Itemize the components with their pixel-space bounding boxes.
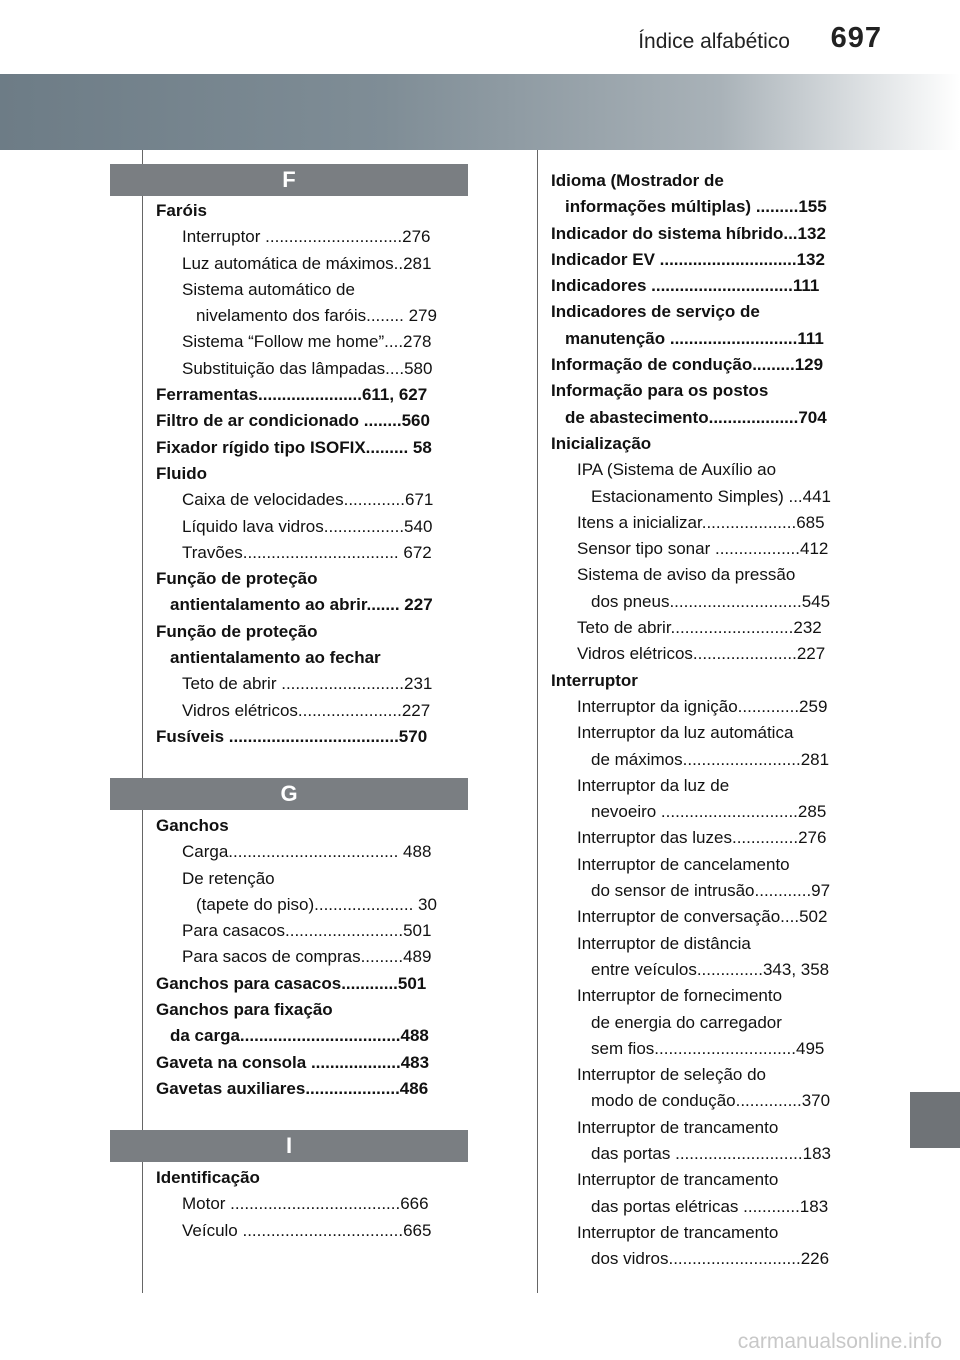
index-entry: Informação de condução.........129 (551, 355, 824, 375)
index-subentry: Interruptor .............................276 (182, 227, 431, 247)
index-subentry: Para sacos de compras.........489 (182, 947, 432, 967)
index-entry: Ganchos para casacos............501 (156, 973, 427, 993)
index-subentry: Interruptor de trancamento (577, 1222, 779, 1242)
index-entry: antientalamento ao fechar (170, 648, 381, 668)
index-subentry: (tapete do piso)..................... 30 (196, 894, 437, 914)
index-entry: Indicadores de serviço de (551, 302, 760, 322)
index-entry: Fluido (156, 463, 207, 483)
index-subentry: Sensor tipo sonar ..................412 (577, 539, 829, 559)
header-band (0, 74, 960, 150)
index-entry: Faróis (156, 201, 208, 220)
right-column-rule (537, 150, 538, 1293)
index-entry: da carga..................................488 (170, 1026, 429, 1046)
index-subentry: nivelamento dos faróis........ 279 (196, 306, 437, 326)
index-entry: informações múltiplas) .........155 (565, 197, 827, 217)
index-subentry: Interruptor da luz automática (577, 723, 794, 743)
page-number: 697 (830, 22, 882, 54)
index-subentry: das portas elétricas ............183 (591, 1196, 829, 1216)
section-header-f: F (110, 164, 468, 196)
page-header-title: Índice alfabético (638, 30, 790, 53)
index-subentry: Interruptor da luz de (577, 775, 730, 795)
index-subentry: entre veículos..............343, 358 (591, 959, 830, 979)
index-subentry: De retenção (182, 868, 275, 888)
watermark: carmanualsonline.info (737, 1330, 942, 1353)
index-subentry: Veículo ..................................665 (182, 1220, 432, 1240)
index-entry: Indicador do sistema híbrido...132 (551, 223, 826, 243)
index-subentry: Carga.................................... 488 (182, 842, 432, 862)
index-subentry: Sistema de aviso da pressão (577, 565, 796, 585)
index-entry: Identificação (156, 1168, 260, 1187)
index-entry: Indicadores ..............................111 (551, 276, 820, 296)
index-subentry: Interruptor da ignição.............259 (577, 696, 828, 716)
section-header-g: G (110, 778, 468, 810)
index-subentry: Vidros elétricos......................227 (182, 700, 431, 720)
index-subentry: de máximos.........................281 (591, 749, 830, 769)
index-subentry: Itens a inicializar....................685 (577, 512, 825, 532)
index-subentry: Interruptor de fornecimento (577, 986, 783, 1006)
index-entry: Filtro de ar condicionado ........560 (156, 411, 430, 431)
index-subentry: sem fios..............................495 (591, 1038, 825, 1058)
index-subentry: de energia do carregador (591, 1012, 782, 1032)
index-subentry: Estacionamento Simples) ...441 (591, 486, 832, 506)
index-entry: Função de proteção (156, 569, 318, 589)
index-subentry: nevoeiro .............................285 (591, 802, 827, 822)
index-entry: Fixador rígido tipo ISOFIX......... 58 (156, 437, 432, 457)
index-subentry: do sensor de intrusão............97 (591, 881, 831, 901)
index-subentry: Vidros elétricos......................227 (577, 644, 826, 664)
index-subentry: Interruptor das luzes..............276 (577, 828, 827, 848)
index-subentry: Travões................................. 672 (182, 542, 432, 562)
left-column-rule (142, 150, 143, 1293)
index-subentry: Sistema automático de (182, 279, 355, 299)
index-entry: Ganchos (156, 816, 229, 835)
index-entry: Informação para os postos (551, 381, 769, 401)
index-subentry: Para casacos.........................501 (182, 921, 432, 941)
index-entry: Gavetas auxiliares....................486 (156, 1078, 429, 1098)
page-header (0, 0, 960, 68)
index-list-i (156, 1165, 468, 1244)
index-subentry: Teto de abrir ..........................231 (182, 674, 433, 694)
index-subentry: Luz automática de máximos..281 (182, 253, 432, 273)
index-subentry: IPA (Sistema de Auxílio ao (577, 460, 777, 480)
index-entry: Idioma (Mostrador de (551, 171, 724, 190)
index-subentry: Interruptor de conversação....502 (577, 907, 828, 927)
index-entry: Interruptor (551, 670, 638, 690)
index-subentry: das portas ...........................183 (591, 1143, 831, 1163)
index-list-f (156, 198, 468, 750)
index-entry: Ganchos para fixação (156, 1000, 333, 1020)
index-entry: de abastecimento...................704 (565, 407, 827, 427)
index-subentry: Sistema “Follow me home”....278 (182, 332, 432, 352)
index-entry: Indicador EV .............................132 (551, 249, 825, 269)
index-entry: Função de proteção (156, 621, 318, 641)
index-subentry: Motor ....................................666 (182, 1194, 429, 1214)
index-subentry: Substituição das lâmpadas....580 (182, 358, 433, 378)
chapter-tab (910, 1092, 960, 1148)
index-subentry: dos vidros............................226 (591, 1249, 830, 1269)
index-subentry: Interruptor de trancamento (577, 1117, 779, 1137)
index-subentry: Interruptor de distância (577, 933, 751, 953)
index-list-right (551, 168, 863, 1272)
index-entry: Inicialização (551, 433, 652, 453)
index-subentry: modo de condução..............370 (591, 1091, 831, 1111)
index-subentry: Caixa de velocidades.............671 (182, 490, 434, 510)
index-entry: antientalamento ao abrir....... 227 (170, 595, 433, 615)
section-header-i: I (110, 1130, 468, 1162)
index-subentry: dos pneus............................545 (591, 591, 831, 611)
index-entry: manutenção ...........................111 (565, 328, 824, 348)
index-subentry: Teto de abrir..........................232 (577, 618, 822, 638)
index-entry: Gaveta na consola ...................483 (156, 1052, 430, 1072)
index-entry: Ferramentas......................611, 627 (156, 385, 428, 405)
index-list-g (156, 813, 468, 1102)
index-entry: Fusíveis ....................................570 (156, 726, 428, 746)
index-subentry: Interruptor de cancelamento (577, 854, 790, 874)
index-subentry: Interruptor de trancamento (577, 1170, 779, 1190)
index-subentry: Líquido lava vidros.................540 (182, 516, 433, 536)
index-subentry: Interruptor de seleção do (577, 1065, 767, 1085)
